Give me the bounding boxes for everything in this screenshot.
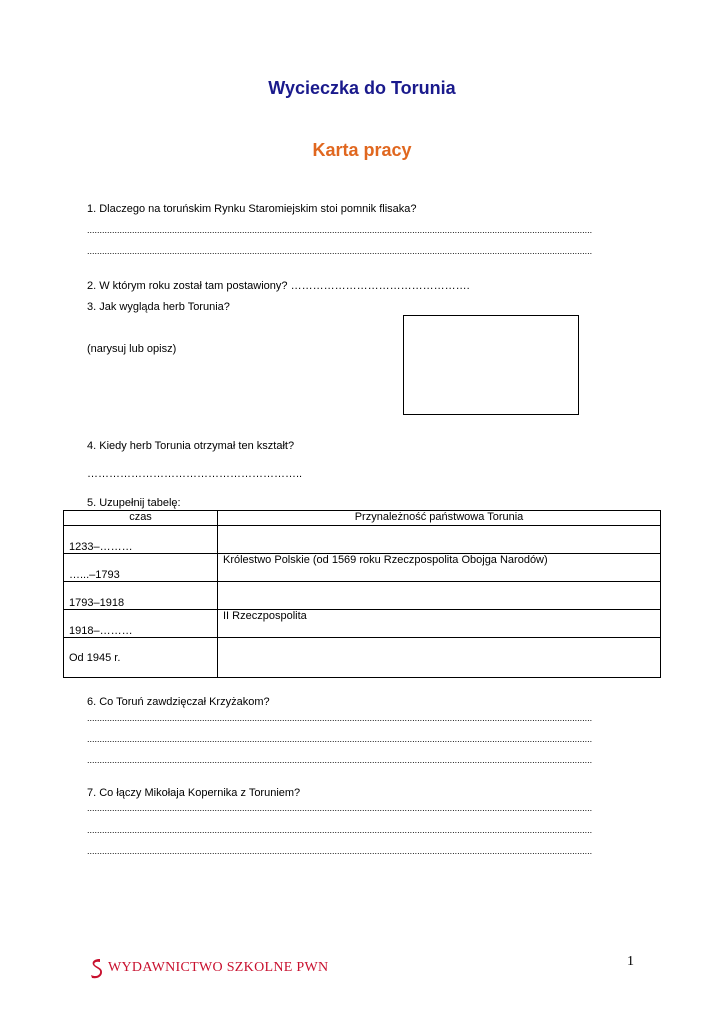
page-number: 1 (627, 954, 634, 969)
answer-line: .......................................................................................................................................................................................................... (87, 825, 593, 835)
table-cell-time: 1793–1918 (64, 582, 218, 610)
publisher-logo (88, 957, 328, 979)
table-cell-state (218, 526, 661, 554)
table-header-row (64, 511, 661, 526)
answer-line: .......................................................................................................................................................................................................... (87, 225, 593, 235)
history-table (63, 510, 661, 678)
herb-drawing-box (403, 315, 579, 415)
table-row (64, 582, 661, 610)
answer-line: .......................................................................................................................................................................................................... (87, 803, 593, 813)
table-cell-state: Królestwo Polskie (od 1569 roku Rzeczpospolita Obojga Narodów) (218, 554, 661, 582)
publisher-name: WYDAWNICTWO SZKOLNE PWN (108, 960, 329, 975)
answer-line: .......................................................................................................................................................................................................... (87, 846, 593, 856)
table-row (64, 526, 661, 554)
table-header-state: Przynależność państwowa Torunia (218, 511, 661, 526)
table-row (64, 638, 661, 678)
table-header-time: czas (64, 511, 218, 526)
question-3-hint: (narysuj lub opisz) (87, 343, 177, 355)
table-row (64, 554, 661, 582)
table-cell-time: …...–1793 (64, 554, 218, 582)
answer-line: .......................................................................................................................................................................................................... (87, 734, 593, 744)
question-4: 4. Kiedy herb Torunia otrzymał ten kształt? (87, 440, 295, 452)
table-cell-time: 1233–……… (64, 526, 218, 554)
table-cell-state: II Rzeczpospolita (218, 610, 661, 638)
document-title: Wycieczka do Torunia (268, 78, 456, 98)
question-5: 5. Uzupełnij tabelę: (87, 497, 181, 509)
question-2: 2. W którym roku został tam postawiony? …………………………………………. (87, 280, 470, 292)
answer-line: .......................................................................................................................................................................................................... (87, 713, 593, 723)
table-cell-time: 1918–……… (64, 610, 218, 638)
pwn-logo-icon (88, 957, 104, 979)
question-6: 6. Co Toruń zawdzięczał Krzyżakom? (87, 696, 270, 708)
question-1: 1. Dlaczego na toruńskim Rynku Staromiejskim stoi pomnik flisaka? (87, 203, 417, 215)
question-3: 3. Jak wygląda herb Torunia? (87, 301, 230, 313)
table-cell-state (218, 638, 661, 678)
table-cell-time: Od 1945 r. (64, 638, 218, 678)
table-row (64, 610, 661, 638)
answer-line: .......................................................................................................................................................................................................... (87, 755, 593, 765)
table-cell-state (218, 582, 661, 610)
question-4-answer-line: ………………………………………………….. (87, 468, 303, 480)
document-subtitle: Karta pracy (312, 140, 412, 160)
question-7: 7. Co łączy Mikołaja Kopernika z Toruniem? (87, 787, 301, 799)
answer-line: .......................................................................................................................................................................................................... (87, 246, 593, 256)
